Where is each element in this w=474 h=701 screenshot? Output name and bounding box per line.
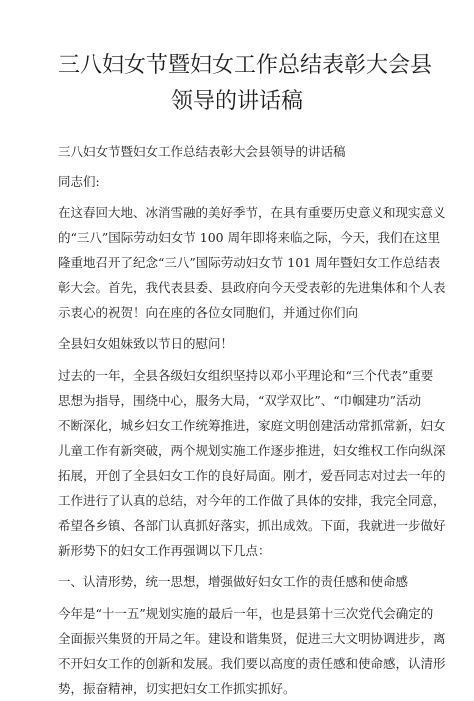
paragraph-1-line-5: 示衷心的祝贺！向在座的各位女同胞们，并通过你们向 bbox=[58, 305, 359, 320]
paragraph-3-line-5: 拓展，开创了全县妇女工作的良好局面。刚才，爱吾同志对过去一年的 bbox=[58, 468, 446, 483]
paragraph-1 bbox=[58, 200, 446, 325]
document-title bbox=[58, 48, 433, 120]
paragraph-2: 全县妇女姐妹致以节日的慰问！ bbox=[58, 336, 234, 351]
paragraph-3 bbox=[58, 363, 446, 563]
paragraph-4 bbox=[58, 601, 446, 701]
section-1-heading: 一、认清形势，统一思想，增强做好妇女工作的责任感和使命感 bbox=[58, 574, 409, 589]
title-line-2: 领导的讲话稿 bbox=[170, 89, 303, 114]
title-line-1: 三八妇女节暨妇女工作总结表彰大会县 bbox=[58, 53, 433, 78]
paragraph-3-line-1: 过去的一年，全县各级妇女组织坚持以邓小平理论和“三个代表”重要 bbox=[58, 368, 434, 383]
paragraph-3-line-6: 工作进行了认真的总结，对今年的工作做了具体的安排，我完全同意， bbox=[58, 493, 446, 508]
paragraph-3-line-2: 思想为指导，围绕中心，服务大局，“双学双比”、“巾帼建功”活动 bbox=[58, 393, 422, 408]
paragraph-1-line-3: 隆重地召开了纪念“三八”国际劳动妇女节 101 周年暨妇女工作总结表 bbox=[58, 255, 441, 270]
paragraph-3-line-3: 不断深化，城乡妇女工作统筹推进，家庭文明创建活动常抓常新，妇女 bbox=[58, 418, 446, 433]
paragraph-1-line-2: 的“三八”国际劳动妇女节 100 周年即将来临之际，今天，我们在这里 bbox=[58, 230, 441, 245]
paragraph-4-line-2: 全面振兴集贤的开局之年。建设和谐集贤，促进三大文明协调进步，离 bbox=[58, 631, 446, 646]
paragraph-4-line-3: 不开妇女工作的创新和发展。我们要以高度的责任感和使命感，认清形 bbox=[58, 656, 446, 671]
paragraph-4-line-1: 今年是“十一五”规划实施的最后一年，也是县第十三次党代会确定的 bbox=[58, 606, 434, 621]
document-subtitle: 三八妇女节暨妇女工作总结表彰大会县领导的讲话稿 bbox=[58, 144, 346, 159]
paragraph-3-line-4: 儿童工作有新突破，两个规划实施工作逐步推进，妇女维权工作向纵深 bbox=[58, 443, 446, 458]
paragraph-3-line-8: 新形势下的妇女工作再强调以下几点： bbox=[58, 543, 271, 558]
greeting: 同志们: bbox=[58, 174, 100, 189]
paragraph-3-line-7: 希望各乡镇、各部门认真抓好落实，抓出成效。下面，我就进一步做好 bbox=[58, 518, 446, 533]
paragraph-1-line-1: 在这春回大地、冰消雪融的美好季节，在具有重要历史意义和现实意义 bbox=[58, 205, 446, 220]
paragraph-1-line-4: 彰大会。首先，我代表县委、县政府向今天受表彰的先进集体和个人表 bbox=[58, 280, 446, 295]
paragraph-4-line-4: 势，振奋精神，切实把妇女工作抓实抓好。 bbox=[58, 681, 296, 696]
